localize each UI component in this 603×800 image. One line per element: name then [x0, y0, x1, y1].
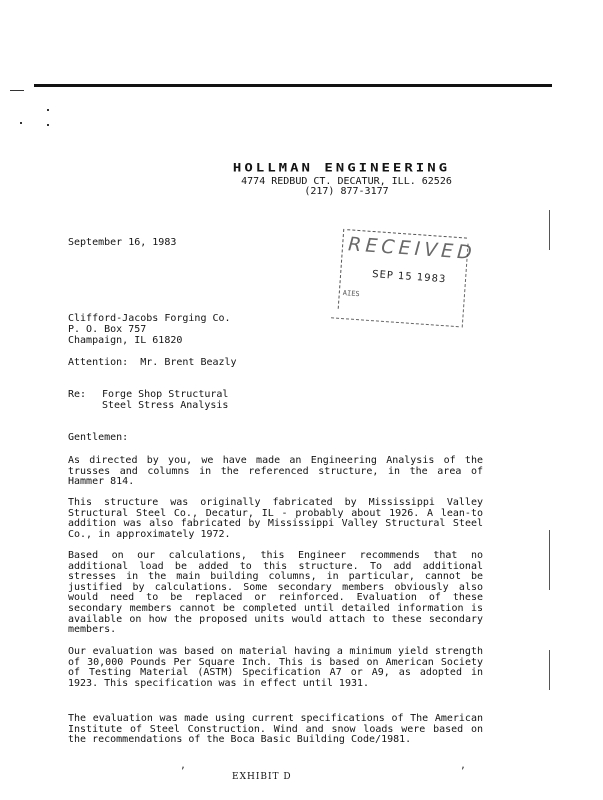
re-line-1: Forge Shop Structural	[102, 389, 229, 400]
scan-speck	[10, 90, 24, 91]
scan-mark: ,	[460, 760, 467, 771]
letter-date: September 16, 1983	[68, 237, 177, 248]
received-stamp	[331, 229, 477, 328]
recipient-line-3: Champaign, IL 61820	[68, 335, 183, 346]
recipient-line-2: P. O. Box 757	[68, 324, 147, 335]
scan-speck	[47, 124, 49, 126]
stamp-label: RECEIVED	[347, 233, 477, 265]
paragraph-1: As directed by you, we have made an Engineering Analysis of the trusses and columns in the referenced structure, in the area of Hammer 814.	[68, 455, 483, 488]
stamp-date: SEP 15 1983	[371, 269, 447, 286]
salutation: Gentlemen:	[68, 432, 129, 443]
company-name: HOLLMAN ENGINEERING	[232, 161, 451, 175]
scan-line	[549, 210, 550, 250]
letterhead-rule	[34, 84, 552, 87]
paragraph-2: This structure was originally fabricated by Mississippi Valley Structural Steel Co., Decatur, IL - probably about 1926. A lean-to addition was also fabricated by Mississippi Valley Structural Steel Co., in approximately 1972.	[68, 497, 483, 540]
company-phone: (217) 877-3177	[304, 186, 389, 197]
scan-line	[549, 530, 550, 590]
re-line-2: Steel Stress Analysis	[102, 400, 229, 411]
exhibit-label: EXHIBIT D	[232, 772, 292, 782]
stamp-sub: AIES	[342, 289, 360, 299]
scan-line	[549, 650, 550, 690]
paragraph-5: The evaluation was made using current specifications of The American Institute of Steel Construction. Wind and snow loads were based on the recommendations of the Boca Basic Building Code/1981.	[68, 713, 483, 746]
paragraph-4: Our evaluation was based on material having a minimum yield strength of 30,000 Pounds Per Square Inch. This is based on American Society of Testing Material (ASTM) Specification A7 or A9, as adopted in 1923. This specification was in effect until 1931.	[68, 646, 483, 689]
company-address: 4774 REDBUD CT. DECATUR, ILL. 62526	[241, 176, 452, 187]
scan-speck	[20, 122, 22, 124]
paragraph-3: Based on our calculations, this Engineer recommends that no additional load be added to this structure. To add additional stresses in the main building columns, in particular, cannot be justified by calculations. Some secondary members obviously also would need to be replaced or reinforced. Evaluation of these secondary members cannot be completed until detailed information is available on how the proposed units would attach to these secondary members.	[68, 550, 483, 636]
attention-line: Attention: Mr. Brent Beazly	[68, 357, 237, 368]
recipient-line-1: Clifford-Jacobs Forging Co.	[68, 313, 231, 324]
scan-speck	[47, 109, 49, 111]
scan-mark: ,	[180, 760, 187, 771]
re-label: Re:	[68, 389, 87, 400]
